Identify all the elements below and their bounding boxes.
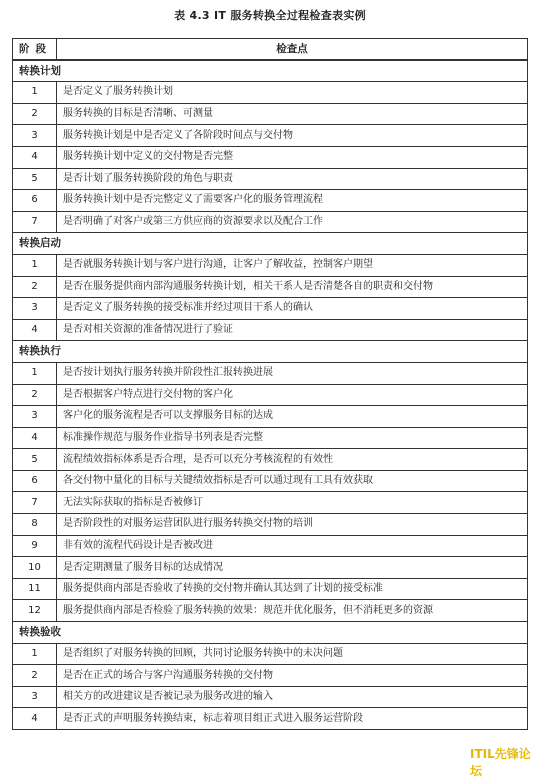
- section-title: 转换启动: [13, 233, 528, 255]
- table-row: [13, 535, 528, 557]
- table-row: [13, 125, 528, 147]
- item-checkpoint: 各交付物中量化的目标与关键绩效指标是否可以通过现有工具有效获取: [57, 470, 528, 492]
- item-checkpoint: 服务转换的目标是否清晰、可测量: [57, 103, 528, 125]
- item-checkpoint: 是否就服务转换计划与客户进行沟通，让客户了解收益，控制客户期望: [57, 254, 528, 276]
- section-row: [13, 622, 528, 644]
- table-row: [13, 492, 528, 514]
- item-checkpoint: 相关方的改进建议是否被记录为服务改进的输入: [57, 686, 528, 708]
- item-checkpoint: 是否明确了对客户或第三方供应商的资源要求以及配合工作: [57, 211, 528, 233]
- table-row: [13, 82, 528, 104]
- phase-header: 阶段: [13, 39, 57, 61]
- item-number: 4: [13, 319, 57, 341]
- table-row: [13, 211, 528, 233]
- table-row: [13, 384, 528, 406]
- item-number: 1: [13, 362, 57, 384]
- item-checkpoint: 服务转换计划中是否完整定义了需要客户化的服务管理流程: [57, 190, 528, 212]
- checkpoint-header: 检查点: [57, 39, 528, 61]
- item-number: 4: [13, 708, 57, 730]
- table-row: [13, 427, 528, 449]
- item-checkpoint: 是否定义了服务转换的接受标准并经过项目干系人的确认: [57, 298, 528, 320]
- item-checkpoint: 是否根据客户特点进行交付物的客户化: [57, 384, 528, 406]
- table-row: [13, 319, 528, 341]
- item-checkpoint: 是否组织了对服务转换的回顾，共同讨论服务转换中的未决问题: [57, 643, 528, 665]
- item-number: 4: [13, 146, 57, 168]
- table-title: 表 4.3 IT 服务转换全过程检查表实例: [174, 9, 366, 22]
- table-row: [13, 514, 528, 536]
- table-row: [13, 449, 528, 471]
- item-number: 7: [13, 492, 57, 514]
- item-number: 9: [13, 535, 57, 557]
- section-row: [13, 233, 528, 255]
- section-title: 转换验收: [13, 622, 528, 644]
- item-number: 10: [13, 557, 57, 579]
- item-number: 2: [13, 665, 57, 687]
- item-number: 5: [13, 168, 57, 190]
- section-title: 转换执行: [13, 341, 528, 363]
- item-checkpoint: 是否阶段性的对服务运营团队进行服务转换交付物的培训: [57, 514, 528, 536]
- table-row: [13, 190, 528, 212]
- item-checkpoint: 是否计划了服务转换阶段的角色与职责: [57, 168, 528, 190]
- item-number: 6: [13, 470, 57, 492]
- item-checkpoint: 是否对相关资源的准备情况进行了验证: [57, 319, 528, 341]
- item-checkpoint: 服务转换计划中定义的交付物是否完整: [57, 146, 528, 168]
- table-row: [13, 276, 528, 298]
- item-number: 3: [13, 298, 57, 320]
- item-number: 8: [13, 514, 57, 536]
- item-number: 2: [13, 103, 57, 125]
- forum-watermark: ITIL先锋论坛: [470, 747, 531, 778]
- item-checkpoint: 标准操作规范与服务作业指导书列表是否完整: [57, 427, 528, 449]
- item-checkpoint: 是否定义了服务转换计划: [57, 82, 528, 104]
- table-row: [13, 298, 528, 320]
- table-row: [13, 708, 528, 730]
- item-number: 2: [13, 384, 57, 406]
- table-row: [13, 557, 528, 579]
- item-number: 7: [13, 211, 57, 233]
- section-title: 转换计划: [13, 60, 528, 82]
- item-number: 3: [13, 406, 57, 428]
- item-checkpoint: 服务提供商内部是否检验了服务转换的效果：规范并优化服务，但不消耗更多的资源: [57, 600, 528, 622]
- table-row: [13, 470, 528, 492]
- item-checkpoint: 服务提供商内部是否验收了转换的交付物并确认其达到了计划的接受标准: [57, 578, 528, 600]
- item-checkpoint: 是否正式的声明服务转换结束，标志着项目组正式进入服务运营阶段: [57, 708, 528, 730]
- table-row: [13, 406, 528, 428]
- item-checkpoint: 非有效的流程代码设计是否被改进: [57, 535, 528, 557]
- table-row: [13, 600, 528, 622]
- table-row: [13, 362, 528, 384]
- table-row: [13, 686, 528, 708]
- item-number: 3: [13, 125, 57, 147]
- item-number: 6: [13, 190, 57, 212]
- item-number: 11: [13, 578, 57, 600]
- checklist-table: [12, 38, 528, 730]
- table-row: [13, 146, 528, 168]
- item-number: 1: [13, 82, 57, 104]
- table-row: [13, 103, 528, 125]
- item-number: 1: [13, 254, 57, 276]
- table-row: [13, 643, 528, 665]
- item-checkpoint: 流程绩效指标体系是否合理，是否可以充分考核流程的有效性: [57, 449, 528, 471]
- table-row: [13, 254, 528, 276]
- section-row: [13, 60, 528, 82]
- table-row: [13, 578, 528, 600]
- item-checkpoint: 是否按计划执行服务转换并阶段性汇报转换进展: [57, 362, 528, 384]
- item-number: 5: [13, 449, 57, 471]
- item-checkpoint: 无法实际获取的指标是否被修订: [57, 492, 528, 514]
- table-row: [13, 665, 528, 687]
- item-checkpoint: 是否定期测量了服务目标的达成情况: [57, 557, 528, 579]
- item-number: 12: [13, 600, 57, 622]
- item-number: 4: [13, 427, 57, 449]
- item-checkpoint: 是否在正式的场合与客户沟通服务转换的交付物: [57, 665, 528, 687]
- item-checkpoint: 客户化的服务流程是否可以支撑服务目标的达成: [57, 406, 528, 428]
- item-number: 2: [13, 276, 57, 298]
- section-row: [13, 341, 528, 363]
- checklist-body: [13, 60, 528, 729]
- item-checkpoint: 服务转换计划是中是否定义了各阶段时间点与交付物: [57, 125, 528, 147]
- table-row: [13, 168, 528, 190]
- header-row: [13, 39, 528, 61]
- item-checkpoint: 是否在服务提供商内部沟通服务转换计划，相关干系人是否清楚各自的职责和交付物: [57, 276, 528, 298]
- item-number: 1: [13, 643, 57, 665]
- item-number: 3: [13, 686, 57, 708]
